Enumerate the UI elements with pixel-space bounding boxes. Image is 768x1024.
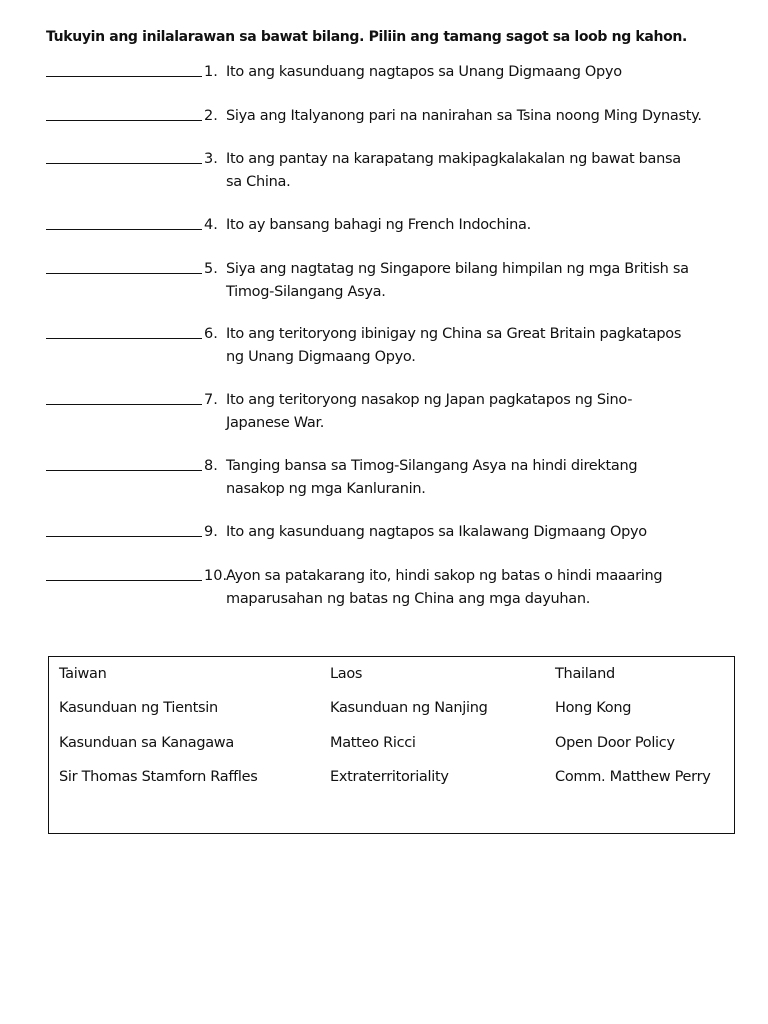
- word-bank-option: Kasunduan ng Nanjing: [330, 700, 488, 716]
- question-text-line: Ito ang kasunduang nagtapos sa Unang Digmaang Opyo: [226, 64, 622, 80]
- question-text: [226, 214, 746, 237]
- question-text: [226, 521, 746, 544]
- word-bank-option: Extraterritoriality: [330, 769, 449, 785]
- question-number: 6.: [204, 326, 218, 342]
- question-text: [226, 389, 746, 435]
- answer-blank[interactable]: [46, 536, 202, 537]
- word-bank-option: Hong Kong: [555, 700, 632, 716]
- answer-blank[interactable]: [46, 338, 202, 339]
- question-text-line: Ayon sa patakarang ito, hindi sakop ng batas o hindi maaaring: [226, 568, 663, 584]
- question-text-line: Ito ang teritoryong ibinigay ng China sa Great Britain pagkatapos: [226, 326, 682, 342]
- answer-blank[interactable]: [46, 273, 202, 274]
- word-bank-option: Open Door Policy: [555, 735, 675, 751]
- worksheet-instructions: Tukuyin ang inilalarawan sa bawat bilang. Piliin ang tamang sagot sa loob ng kahon.: [46, 29, 687, 45]
- question-text-line: Tanging bansa sa Timog-Silangang Asya na hindi direktang: [226, 458, 638, 474]
- question-text: [226, 565, 746, 611]
- question-text-line: Ito ang teritoryong nasakop ng Japan pagkatapos ng Sino-: [226, 392, 633, 408]
- question-text: [226, 61, 746, 84]
- answer-blank[interactable]: [46, 120, 202, 121]
- question-text-line: maparusahan ng batas ng China ang mga dayuhan.: [226, 591, 591, 607]
- question-text: [226, 258, 746, 304]
- question-number: 5.: [204, 261, 218, 277]
- question-number: 3.: [204, 151, 218, 167]
- word-bank-option: Comm. Matthew Perry: [555, 769, 711, 785]
- question-text: [226, 148, 746, 194]
- answer-blank[interactable]: [46, 580, 202, 581]
- question-number: 7.: [204, 392, 218, 408]
- question-text-line: Ito ay bansang bahagi ng French Indochina.: [226, 217, 531, 233]
- word-bank-option: Thailand: [555, 666, 615, 682]
- question-text-line: Japanese War.: [226, 415, 325, 431]
- answer-blank[interactable]: [46, 404, 202, 405]
- word-bank-option: Kasunduan sa Kanagawa: [59, 735, 234, 751]
- question-text-line: Siya ang nagtatag ng Singapore bilang himpilan ng mga British sa: [226, 261, 689, 277]
- question-text-line: nasakop ng mga Kanluranin.: [226, 481, 426, 497]
- question-text: [226, 323, 746, 369]
- word-bank-option: Kasunduan ng Tientsin: [59, 700, 218, 716]
- question-text: [226, 455, 746, 501]
- word-bank-option: Sir Thomas Stamforn Raffles: [59, 769, 258, 785]
- answer-blank[interactable]: [46, 229, 202, 230]
- question-number: 2.: [204, 108, 218, 124]
- question-text-line: Timog-Silangang Asya.: [226, 284, 386, 300]
- question-number: 8.: [204, 458, 218, 474]
- question-text: [226, 105, 746, 128]
- answer-blank[interactable]: [46, 470, 202, 471]
- word-bank-option: Laos: [330, 666, 363, 682]
- word-bank-option: Matteo Ricci: [330, 735, 416, 751]
- question-text-line: Siya ang Italyanong pari na nanirahan sa Tsina noong Ming Dynasty.: [226, 108, 702, 124]
- answer-blank[interactable]: [46, 76, 202, 77]
- word-bank-box: [48, 656, 735, 834]
- question-text-line: Ito ang pantay na karapatang makipagkalakalan ng bawat bansa: [226, 151, 681, 167]
- question-number: 9.: [204, 524, 218, 540]
- question-number: 4.: [204, 217, 218, 233]
- question-number: 10.: [204, 568, 228, 584]
- answer-blank[interactable]: [46, 163, 202, 164]
- question-text-line: sa China.: [226, 174, 291, 190]
- question-text-line: Ito ang kasunduang nagtapos sa Ikalawang Digmaang Opyo: [226, 524, 647, 540]
- question-number: 1.: [204, 64, 218, 80]
- word-bank-option: Taiwan: [59, 666, 107, 682]
- question-text-line: ng Unang Digmaang Opyo.: [226, 349, 416, 365]
